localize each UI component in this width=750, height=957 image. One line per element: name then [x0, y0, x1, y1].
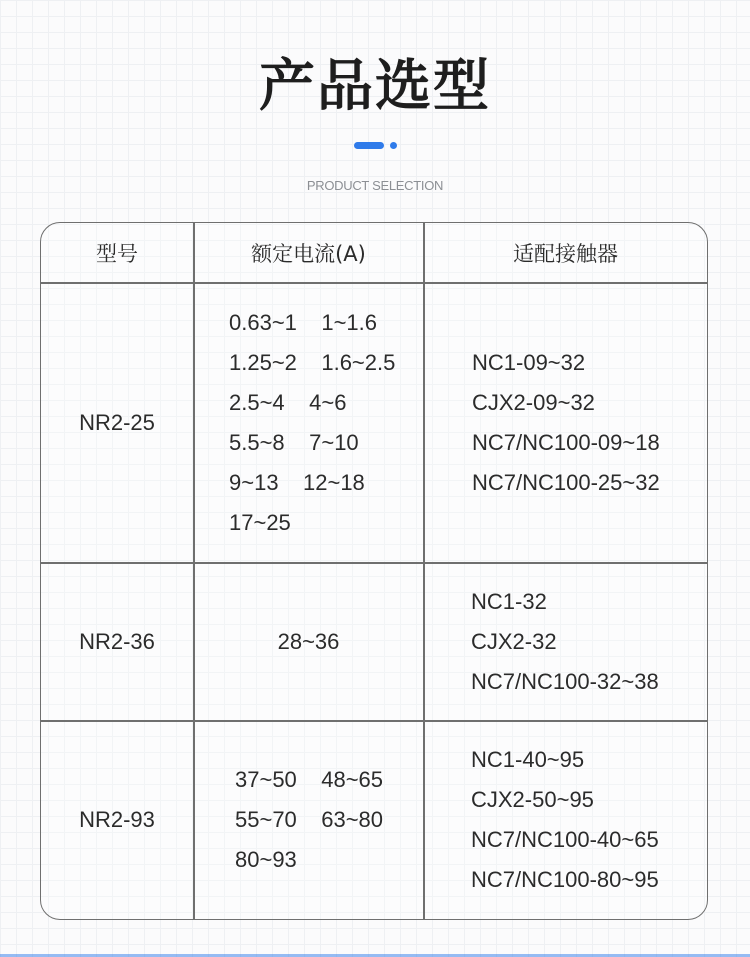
page-subtitle: PRODUCT SELECTION — [306, 178, 444, 193]
header-model: 型号 — [96, 241, 138, 266]
current-line: 9~13 12~18 — [229, 469, 365, 495]
current-line: 2.5~4 4~6 — [229, 389, 347, 415]
model-cell: NR2-93 — [79, 807, 155, 832]
contactor-line: NC7/NC100-25~32 — [472, 469, 660, 495]
contactor-cell — [471, 563, 707, 720]
header-rated-current: 额定电流(A) — [251, 241, 366, 266]
contactor-cell — [472, 283, 707, 562]
contactor-line: CJX2-32 — [471, 628, 557, 654]
contactor-line: NC7/NC100-09~18 — [472, 429, 660, 455]
current-line: 80~93 — [235, 847, 297, 872]
current-line: 0.63~1 1~1.6 — [229, 309, 378, 335]
current-line: 17~25 — [229, 509, 291, 535]
contactor-line: NC7/NC100-40~65 — [471, 827, 659, 852]
column-divider — [423, 223, 425, 919]
contactor-line: CJX2-50~95 — [471, 787, 594, 812]
contactor-line: NC7/NC100-32~38 — [471, 668, 659, 694]
contactor-line: NC1-32 — [471, 588, 547, 614]
contactor-cell — [471, 721, 707, 919]
contactor-line: NC1-40~95 — [471, 747, 585, 772]
contactor-line: NC1-09~32 — [472, 349, 586, 375]
selection-table — [40, 222, 708, 920]
current-cell — [194, 563, 423, 720]
decoration-dot — [390, 142, 397, 149]
current-line: 28~36 — [277, 628, 340, 654]
current-cell — [229, 283, 423, 562]
header-contactor: 适配接触器 — [513, 241, 618, 266]
page-title: 产品选型 — [259, 54, 491, 119]
current-line: 5.5~8 7~10 — [229, 429, 359, 455]
current-line: 55~70 63~80 — [235, 807, 384, 832]
model-cell: NR2-36 — [79, 628, 155, 654]
contactor-line: CJX2-09~32 — [472, 389, 595, 415]
current-cell — [235, 721, 423, 919]
model-cell: NR2-25 — [79, 409, 155, 435]
decoration-bar — [354, 142, 384, 149]
contactor-line: NC7/NC100-80~95 — [471, 867, 659, 892]
current-line: 37~50 48~65 — [235, 767, 384, 792]
current-line: 1.25~2 1.6~2.5 — [229, 349, 396, 375]
